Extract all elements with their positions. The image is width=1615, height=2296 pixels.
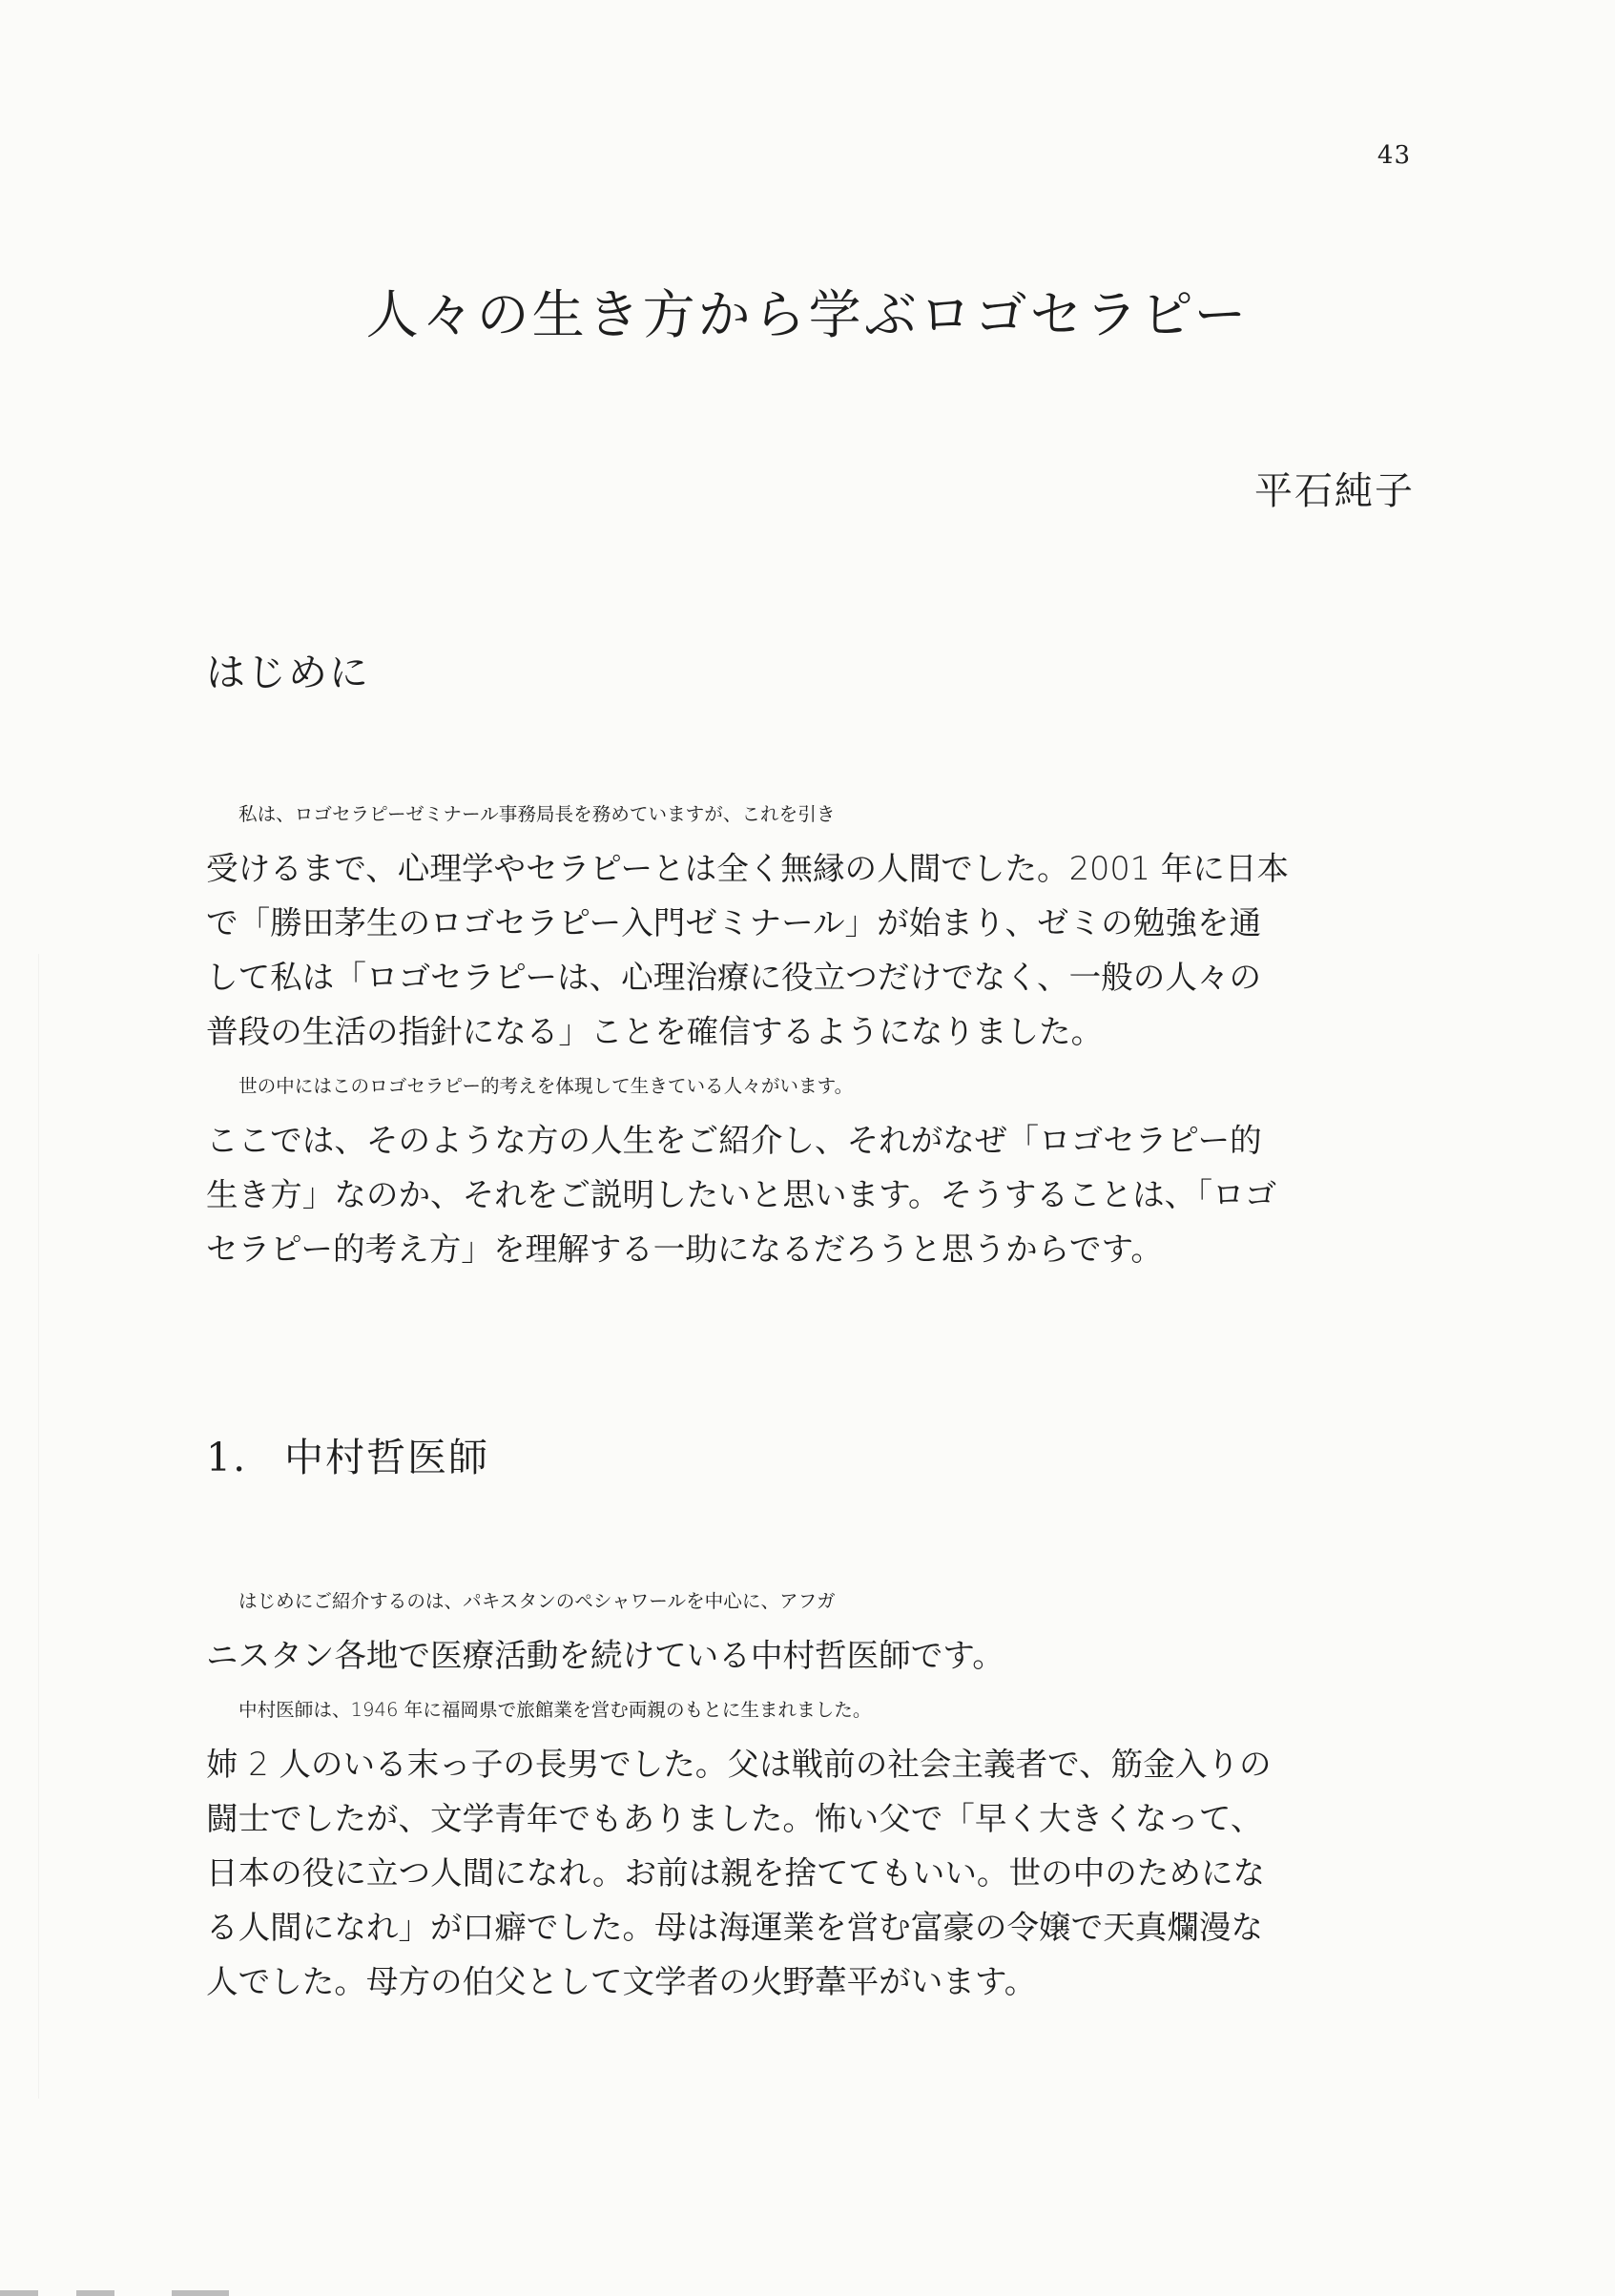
paragraph-line: セラピー的考え方」を理解する一助になるだろうと思うからです。 [206, 1231, 1163, 1268]
paragraph-line: して私は「ロゴセラピーは、心理治療に役立つだけでなく、一般の人々の [206, 959, 1262, 996]
paragraph-line: 普段の生活の指針になる」ことを確信するようになりました。 [206, 1013, 1104, 1050]
section-body-nakamura [206, 1574, 1419, 2009]
scan-bottom-marks [0, 2286, 286, 2296]
paragraph-line: 世の中にはこのロゴセラピー的考えを体現して生きている人々がいます。 [238, 1075, 854, 1097]
author-name: 平石純子 [1254, 469, 1415, 513]
paragraph-line: 人でした。母方の伯父として文学者の火野葦平がいます。 [206, 1963, 1037, 2000]
paragraph-line: る人間になれ」が口癖でした。母は海運業を営む富豪の令嬢で天真爛漫な [206, 1909, 1264, 1946]
paragraph-line: 中村医師は、1946 年に福岡県で旅館業を営む両親のもとに生まれました。 [238, 1699, 872, 1721]
paragraph-line: 姉 2 人のいる末っ子の長男でした。父は戦前の社会主義者で、筋金入りの [206, 1746, 1272, 1783]
section-heading-nakamura [206, 1426, 489, 1482]
paragraph-line: で「勝田茅生のロゴセラピー入門ゼミナール」が始まり、ゼミの勉強を通 [206, 904, 1262, 941]
paragraph-line: 生き方」なのか、それをご説明したいと思います。そうすることは、「ロゴ [206, 1176, 1277, 1213]
paragraph-line: ここでは、そのような方の人生をご紹介し、それがなぜ「ロゴセラピー的 [206, 1122, 1262, 1159]
paragraph-line: はじめにご紹介するのは、パキスタンのペシャワールを中心に、アフガ [238, 1590, 836, 1612]
paragraph-line: 私は、ロゴセラピーゼミナール事務局長を務めていますが、これを引き [238, 803, 836, 825]
page-number: 43 [1377, 141, 1411, 170]
paragraph-line: 日本の役に立つ人間になれ。お前は親を捨ててもいい。世の中のためにな [206, 1854, 1266, 1892]
section-heading-number: 1. [206, 1435, 248, 1480]
scan-mark [172, 2290, 229, 2296]
paragraph-line: ニスタン各地で医療活動を続けている中村哲医師です。 [206, 1637, 1004, 1674]
article-title: 人々の生き方から学ぶロゴセラピー [365, 284, 1250, 345]
section-heading-introduction [206, 641, 370, 697]
paragraph-line: 闘士でしたが、文学青年でもありました。怖い父で「早く大きくなって、 [206, 1800, 1263, 1837]
scan-mark [0, 2290, 38, 2296]
section-body-introduction [206, 787, 1419, 1276]
paragraph-line: 受けるまで、心理学やセラピーとは全く無縁の人間でした。2001 年に日本 [206, 850, 1290, 887]
scan-edge-line [38, 954, 39, 2099]
scan-mark [76, 2290, 114, 2296]
section-heading-text: 中村哲医師 [284, 1435, 489, 1480]
section-heading-text: はじめに [206, 650, 370, 695]
